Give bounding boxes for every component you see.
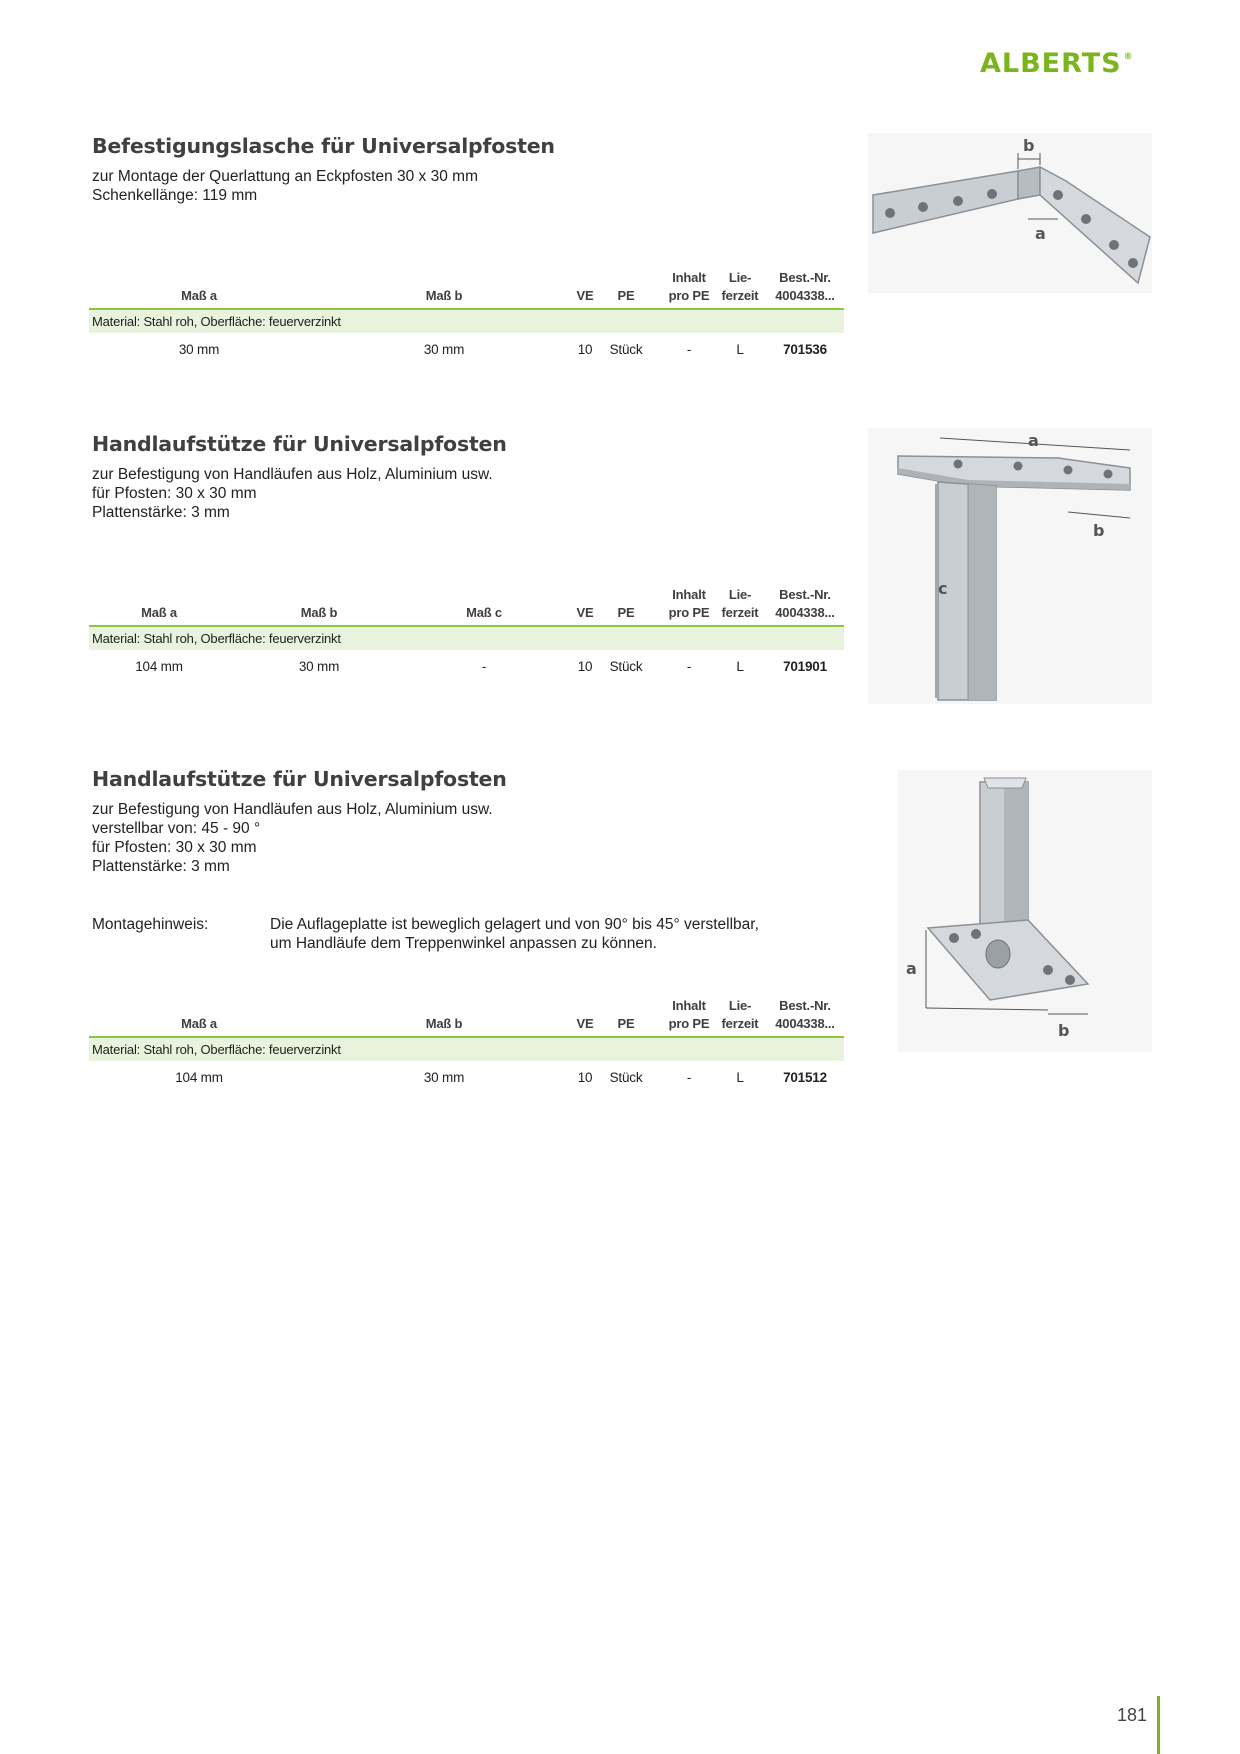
brand-name: ALBERTS xyxy=(980,48,1122,79)
registered-mark: ® xyxy=(1123,52,1134,62)
product-table xyxy=(89,268,844,367)
description-line: für Pfosten: 30 x 30 mm xyxy=(92,485,257,502)
col-ve: VE xyxy=(576,605,594,620)
cell-inhalt: - xyxy=(686,1070,692,1085)
cell-mass-a: 104 mm xyxy=(175,1070,223,1085)
col-mass-a: Maß a xyxy=(181,288,217,303)
dimension-label-a: a xyxy=(906,959,917,978)
col-best-line1: Best.-Nr. xyxy=(779,270,831,285)
col-pe: PE xyxy=(617,605,635,620)
product-title: Befestigungslasche für Universalpfosten xyxy=(92,134,555,158)
col-mass-b: Maß b xyxy=(425,1016,463,1031)
col-inhalt-line2: pro PE xyxy=(668,288,710,303)
description-line: verstellbar von: 45 - 90 ° xyxy=(92,820,261,837)
table-header xyxy=(89,268,844,310)
product-image-bracket xyxy=(868,133,1152,293)
description-line: zur Befestigung von Handläufen aus Holz, Aluminium usw. xyxy=(92,466,493,483)
dimension-label-b: b xyxy=(1023,136,1035,155)
product-section-3 xyxy=(92,766,844,1085)
col-lieferzeit xyxy=(718,997,762,1033)
page-number: 181 xyxy=(1117,1705,1148,1725)
cell-mass-b: 30 mm xyxy=(423,342,465,357)
cell-lieferzeit: L xyxy=(736,1070,744,1085)
col-mass-a: Maß a xyxy=(181,1016,217,1031)
cell-mass-a: 30 mm xyxy=(178,342,220,357)
col-best-nr xyxy=(769,586,841,622)
product-description xyxy=(92,465,844,522)
product-title: Handlaufstütze für Universalpfosten xyxy=(92,432,507,456)
col-lieferzeit xyxy=(718,269,762,305)
table-row xyxy=(89,1061,844,1095)
dimension-label-b: b xyxy=(1093,521,1105,540)
col-lie-line1: Lie- xyxy=(728,587,752,602)
col-inhalt-line1: Inhalt xyxy=(672,998,706,1013)
cell-mass-b: 30 mm xyxy=(423,1070,465,1085)
page-number-bar xyxy=(1157,1696,1160,1754)
col-lie-line2: ferzeit xyxy=(721,1016,759,1031)
col-inhalt xyxy=(667,997,711,1033)
cell-inhalt: - xyxy=(686,342,692,357)
col-inhalt xyxy=(667,269,711,305)
col-best-line2: 4004338... xyxy=(775,605,835,620)
dimension-label-b: b xyxy=(1058,1021,1070,1040)
col-inhalt xyxy=(667,586,711,622)
col-inhalt-line2: pro PE xyxy=(668,605,710,620)
cell-lieferzeit: L xyxy=(736,342,744,357)
description-line: zur Montage der Querlattung an Eckpfosten 30 x 30 mm xyxy=(92,168,478,185)
col-ve: VE xyxy=(576,288,594,303)
dimension-label-c: c xyxy=(938,579,948,598)
description-line: für Pfosten: 30 x 30 mm xyxy=(92,839,257,856)
cell-lieferzeit: L xyxy=(736,659,744,674)
description-line: Plattenstärke: 3 mm xyxy=(92,504,230,521)
product-table xyxy=(89,585,844,684)
hint-text xyxy=(270,915,844,953)
col-best-line1: Best.-Nr. xyxy=(779,587,831,602)
description-line: zur Befestigung von Handläufen aus Holz, Aluminium usw. xyxy=(92,801,493,818)
dimension-label-a: a xyxy=(1035,224,1046,243)
cell-pe: Stück xyxy=(609,342,643,357)
material-row: Material: Stahl roh, Oberfläche: feuerverzinkt xyxy=(89,1038,844,1061)
col-best-nr xyxy=(769,997,841,1033)
col-mass-c: Maß c xyxy=(466,605,502,620)
cell-ve: 10 xyxy=(577,342,593,357)
col-best-nr xyxy=(769,269,841,305)
col-pe: PE xyxy=(617,288,635,303)
col-inhalt-line1: Inhalt xyxy=(672,270,706,285)
cell-ve: 10 xyxy=(577,659,593,674)
col-lie-line1: Lie- xyxy=(728,270,752,285)
cell-inhalt: - xyxy=(686,659,692,674)
table-header xyxy=(89,996,844,1038)
product-image-adjustable-support xyxy=(898,770,1152,1052)
col-mass-b: Maß b xyxy=(425,288,463,303)
product-title: Handlaufstütze für Universalpfosten xyxy=(92,767,507,791)
col-lieferzeit xyxy=(718,586,762,622)
hint-line: Die Auflageplatte ist beweglich gelagert und von 90° bis 45° verstellbar, xyxy=(270,916,759,933)
col-best-line2: 4004338... xyxy=(775,1016,835,1031)
table-row xyxy=(89,650,844,684)
material-row: Material: Stahl roh, Oberfläche: feuerverzinkt xyxy=(89,310,844,333)
col-inhalt-line1: Inhalt xyxy=(672,587,706,602)
cell-pe: Stück xyxy=(609,1070,643,1085)
col-lie-line2: ferzeit xyxy=(721,288,759,303)
cell-pe: Stück xyxy=(609,659,643,674)
product-section-2 xyxy=(92,431,844,674)
col-mass-b: Maß b xyxy=(300,605,338,620)
table-row xyxy=(89,333,844,367)
cell-mass-c: - xyxy=(481,659,487,674)
brand-logo xyxy=(980,48,1134,79)
cell-best-nr: 701901 xyxy=(783,659,827,674)
product-description xyxy=(92,800,844,876)
col-inhalt-line2: pro PE xyxy=(668,1016,710,1031)
product-section-1 xyxy=(92,133,844,357)
cell-best-nr: 701536 xyxy=(783,342,827,357)
cell-ve: 10 xyxy=(577,1070,593,1085)
col-pe: PE xyxy=(617,1016,635,1031)
product-description xyxy=(92,167,844,205)
table-header xyxy=(89,585,844,627)
hint-line: um Handläufe dem Treppenwinkel anpassen zu können. xyxy=(270,935,657,952)
cell-best-nr: 701512 xyxy=(783,1070,827,1085)
product-image-handrail-support xyxy=(868,428,1152,704)
dimension-label-a: a xyxy=(1028,431,1039,450)
col-lie-line2: ferzeit xyxy=(721,605,759,620)
col-best-line1: Best.-Nr. xyxy=(779,998,831,1013)
col-ve: VE xyxy=(576,1016,594,1031)
material-row: Material: Stahl roh, Oberfläche: feuerverzinkt xyxy=(89,627,844,650)
cell-mass-a: 104 mm xyxy=(135,659,183,674)
cell-mass-b: 30 mm xyxy=(298,659,340,674)
hint-label: Montagehinweis: xyxy=(92,916,209,933)
col-mass-a: Maß a xyxy=(141,605,177,620)
col-best-line2: 4004338... xyxy=(775,288,835,303)
col-lie-line1: Lie- xyxy=(728,998,752,1013)
description-line: Plattenstärke: 3 mm xyxy=(92,858,230,875)
description-line: Schenkellänge: 119 mm xyxy=(92,187,258,204)
product-table xyxy=(89,996,844,1095)
